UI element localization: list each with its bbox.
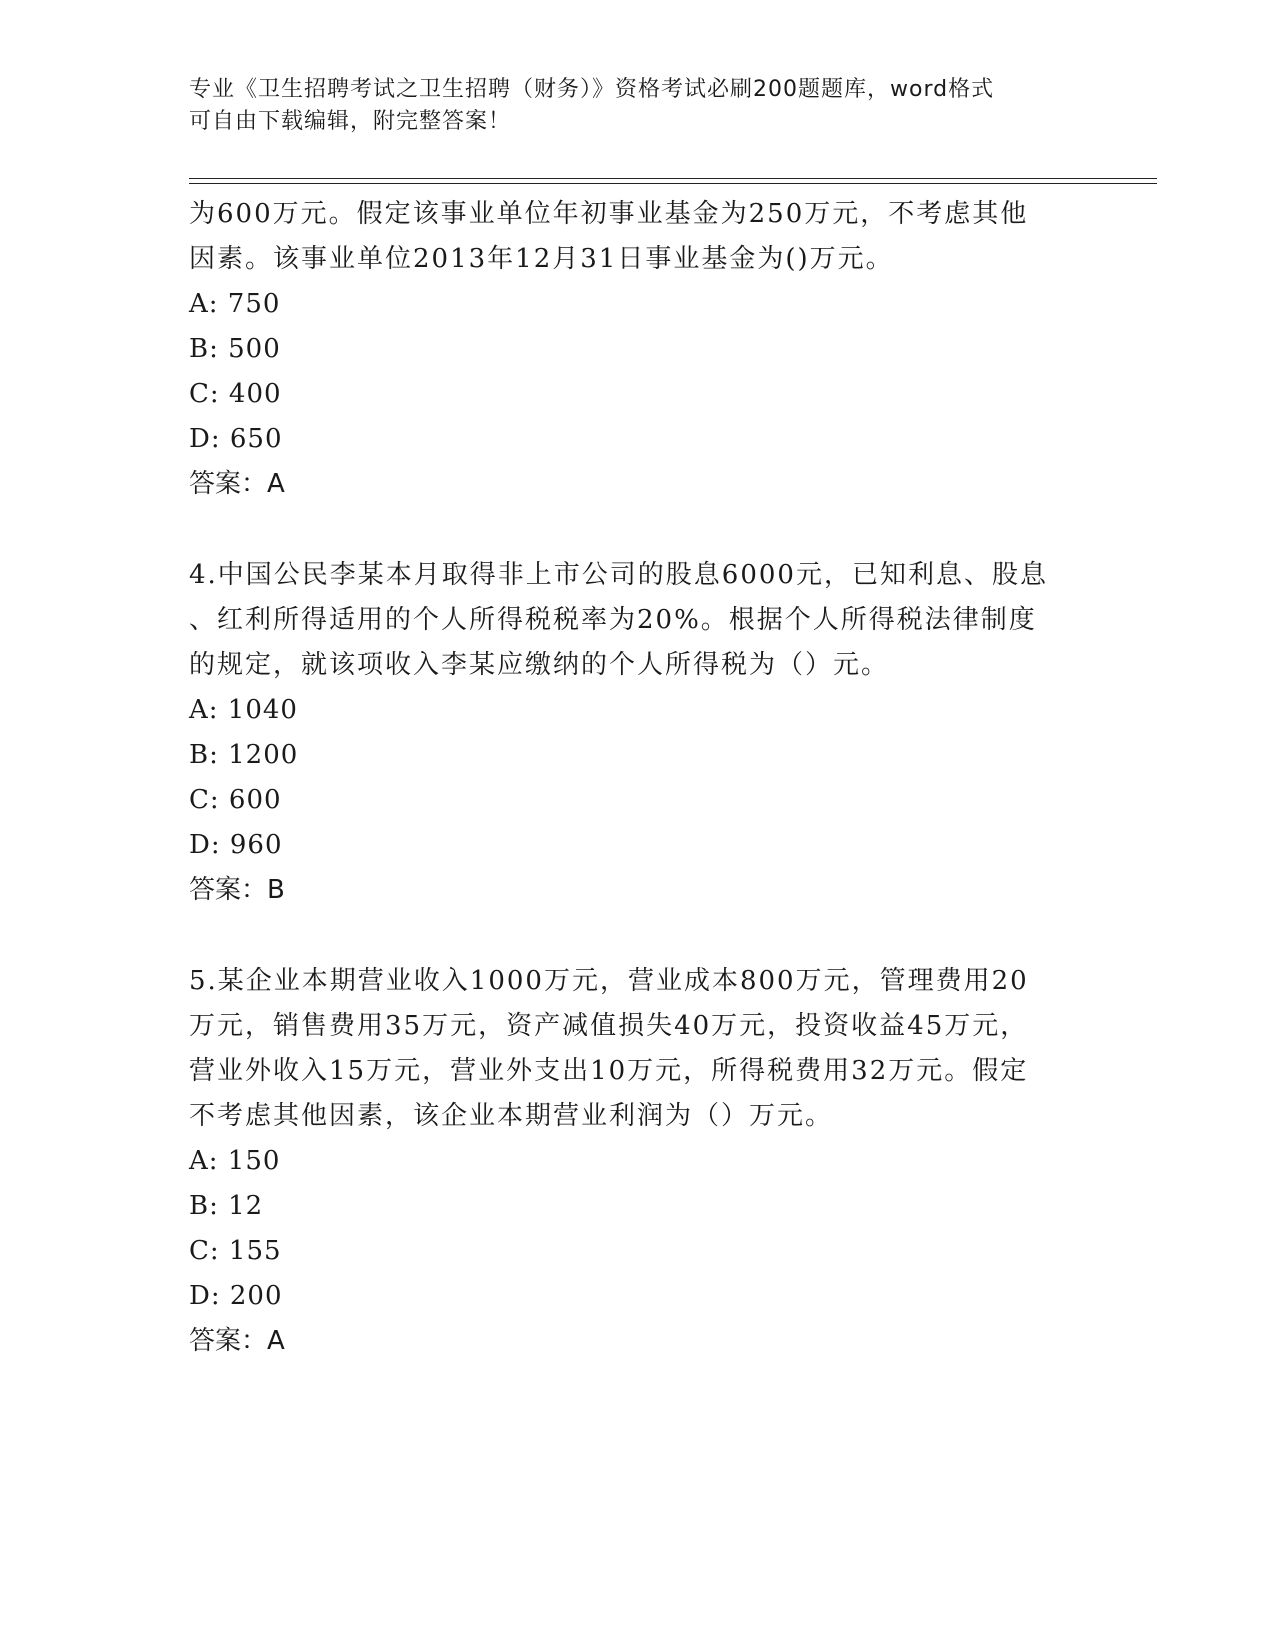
- option-d: D: 960: [189, 830, 283, 860]
- option-b: B: 1200: [189, 740, 299, 770]
- option-b: B: 500: [189, 334, 281, 364]
- header-divider-top: [189, 178, 1157, 179]
- answer: 答案：A: [189, 469, 285, 499]
- question-5: [189, 959, 1079, 1364]
- option-c: C: 155: [189, 1236, 282, 1266]
- question-text: 4.中国公民李某本月取得非上市公司的股息6000元，已知利息、股息 、红利所得适用的个人所得税税率为20%。根据个人所得税法律制度 的规定，就该项收入李某应缴纳的个人所得税为（）元。: [189, 560, 1048, 680]
- header-divider-bottom: [189, 183, 1157, 184]
- question-text: 5.某企业本期营业收入1000万元，营业成本800万元，管理费用20 万元，销售费用35万元，资产减值损失40万元，投资收益45万元， 营业外收入15万元，营业外支出10万元，所得税费用32万元。假定 不考虑其他因素，该企业本期营业利润为（）万元。: [189, 966, 1029, 1131]
- option-d: D: 650: [189, 424, 283, 454]
- header-title-line-1: 专业《卫生招聘考试之卫生招聘（财务）》资格考试必刷200题题库，word格式: [189, 77, 995, 102]
- question-4: [189, 553, 1079, 913]
- page-header: [189, 74, 1089, 138]
- option-d: D: 200: [189, 1281, 283, 1311]
- answer: 答案：B: [189, 875, 285, 905]
- header-title-line-2: 可自由下载编辑，附完整答案！: [189, 109, 512, 134]
- option-c: C: 400: [189, 379, 282, 409]
- answer: 答案：A: [189, 1326, 285, 1356]
- option-a: A: 150: [189, 1146, 281, 1176]
- option-b: B: 12: [189, 1191, 264, 1221]
- option-c: C: 600: [189, 785, 282, 815]
- option-a: A: 750: [189, 289, 281, 319]
- question-text: 为600万元。假定该事业单位年初事业基金为250万元，不考虑其他 因素。该事业单位2013年12月31日事业基金为()万元。: [189, 199, 1029, 274]
- option-a: A: 1040: [189, 695, 298, 725]
- document-body: [189, 192, 1079, 1364]
- question-continuation: [189, 192, 1079, 507]
